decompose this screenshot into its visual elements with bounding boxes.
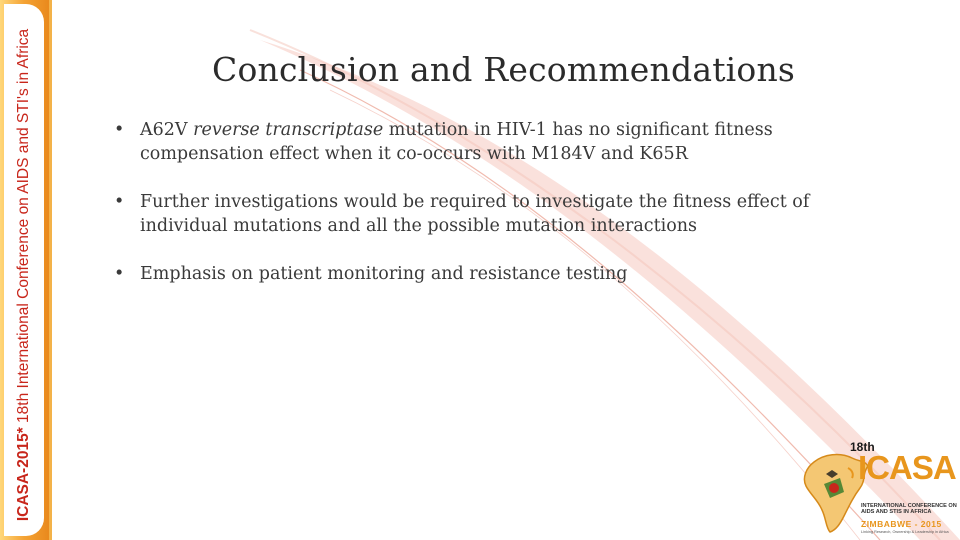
bullet-marker: • [114, 264, 125, 284]
bullet-item [112, 262, 872, 286]
bullet-marker: • [114, 192, 125, 212]
conference-label: 18th International Conference on AIDS and STI's in Africa [15, 28, 32, 428]
sidebar-banner [0, 0, 52, 540]
logo-country: ZIMBABWE - 2015 [861, 519, 942, 529]
bullet-text-rest: mutation in HIV-1 has no significant fitness compensation effect when it co-occurs with M184V and K65R [140, 120, 773, 164]
slide-title: Conclusion and Recommendations [212, 50, 796, 89]
bullet-marker: • [114, 120, 125, 140]
logo-subtitle: INTERNATIONAL CONFERENCE ON AIDS AND STIS IN AFRICA [861, 503, 957, 515]
bullet-item [112, 118, 872, 166]
brand-label: ICASA-2015* [15, 427, 32, 522]
conference-banner-text [15, 29, 33, 521]
bullet-text: Further investigations would be required to investigate the fitness effect of individual mutations and all the possible mutation interactions [140, 192, 810, 236]
logo-tagline: Linking Research, Ownership & Leadership in Africa [861, 530, 949, 534]
bullet-text: Emphasis on patient monitoring and resistance testing [140, 264, 628, 284]
logo-edition: 18th [850, 440, 875, 454]
bullet-list [112, 118, 872, 310]
bullet-text-lead: A62V [140, 120, 194, 140]
bullet-text-italic: reverse transcriptase [193, 120, 384, 140]
bullet-item [112, 190, 872, 238]
logo-name: ICASA [858, 449, 956, 486]
